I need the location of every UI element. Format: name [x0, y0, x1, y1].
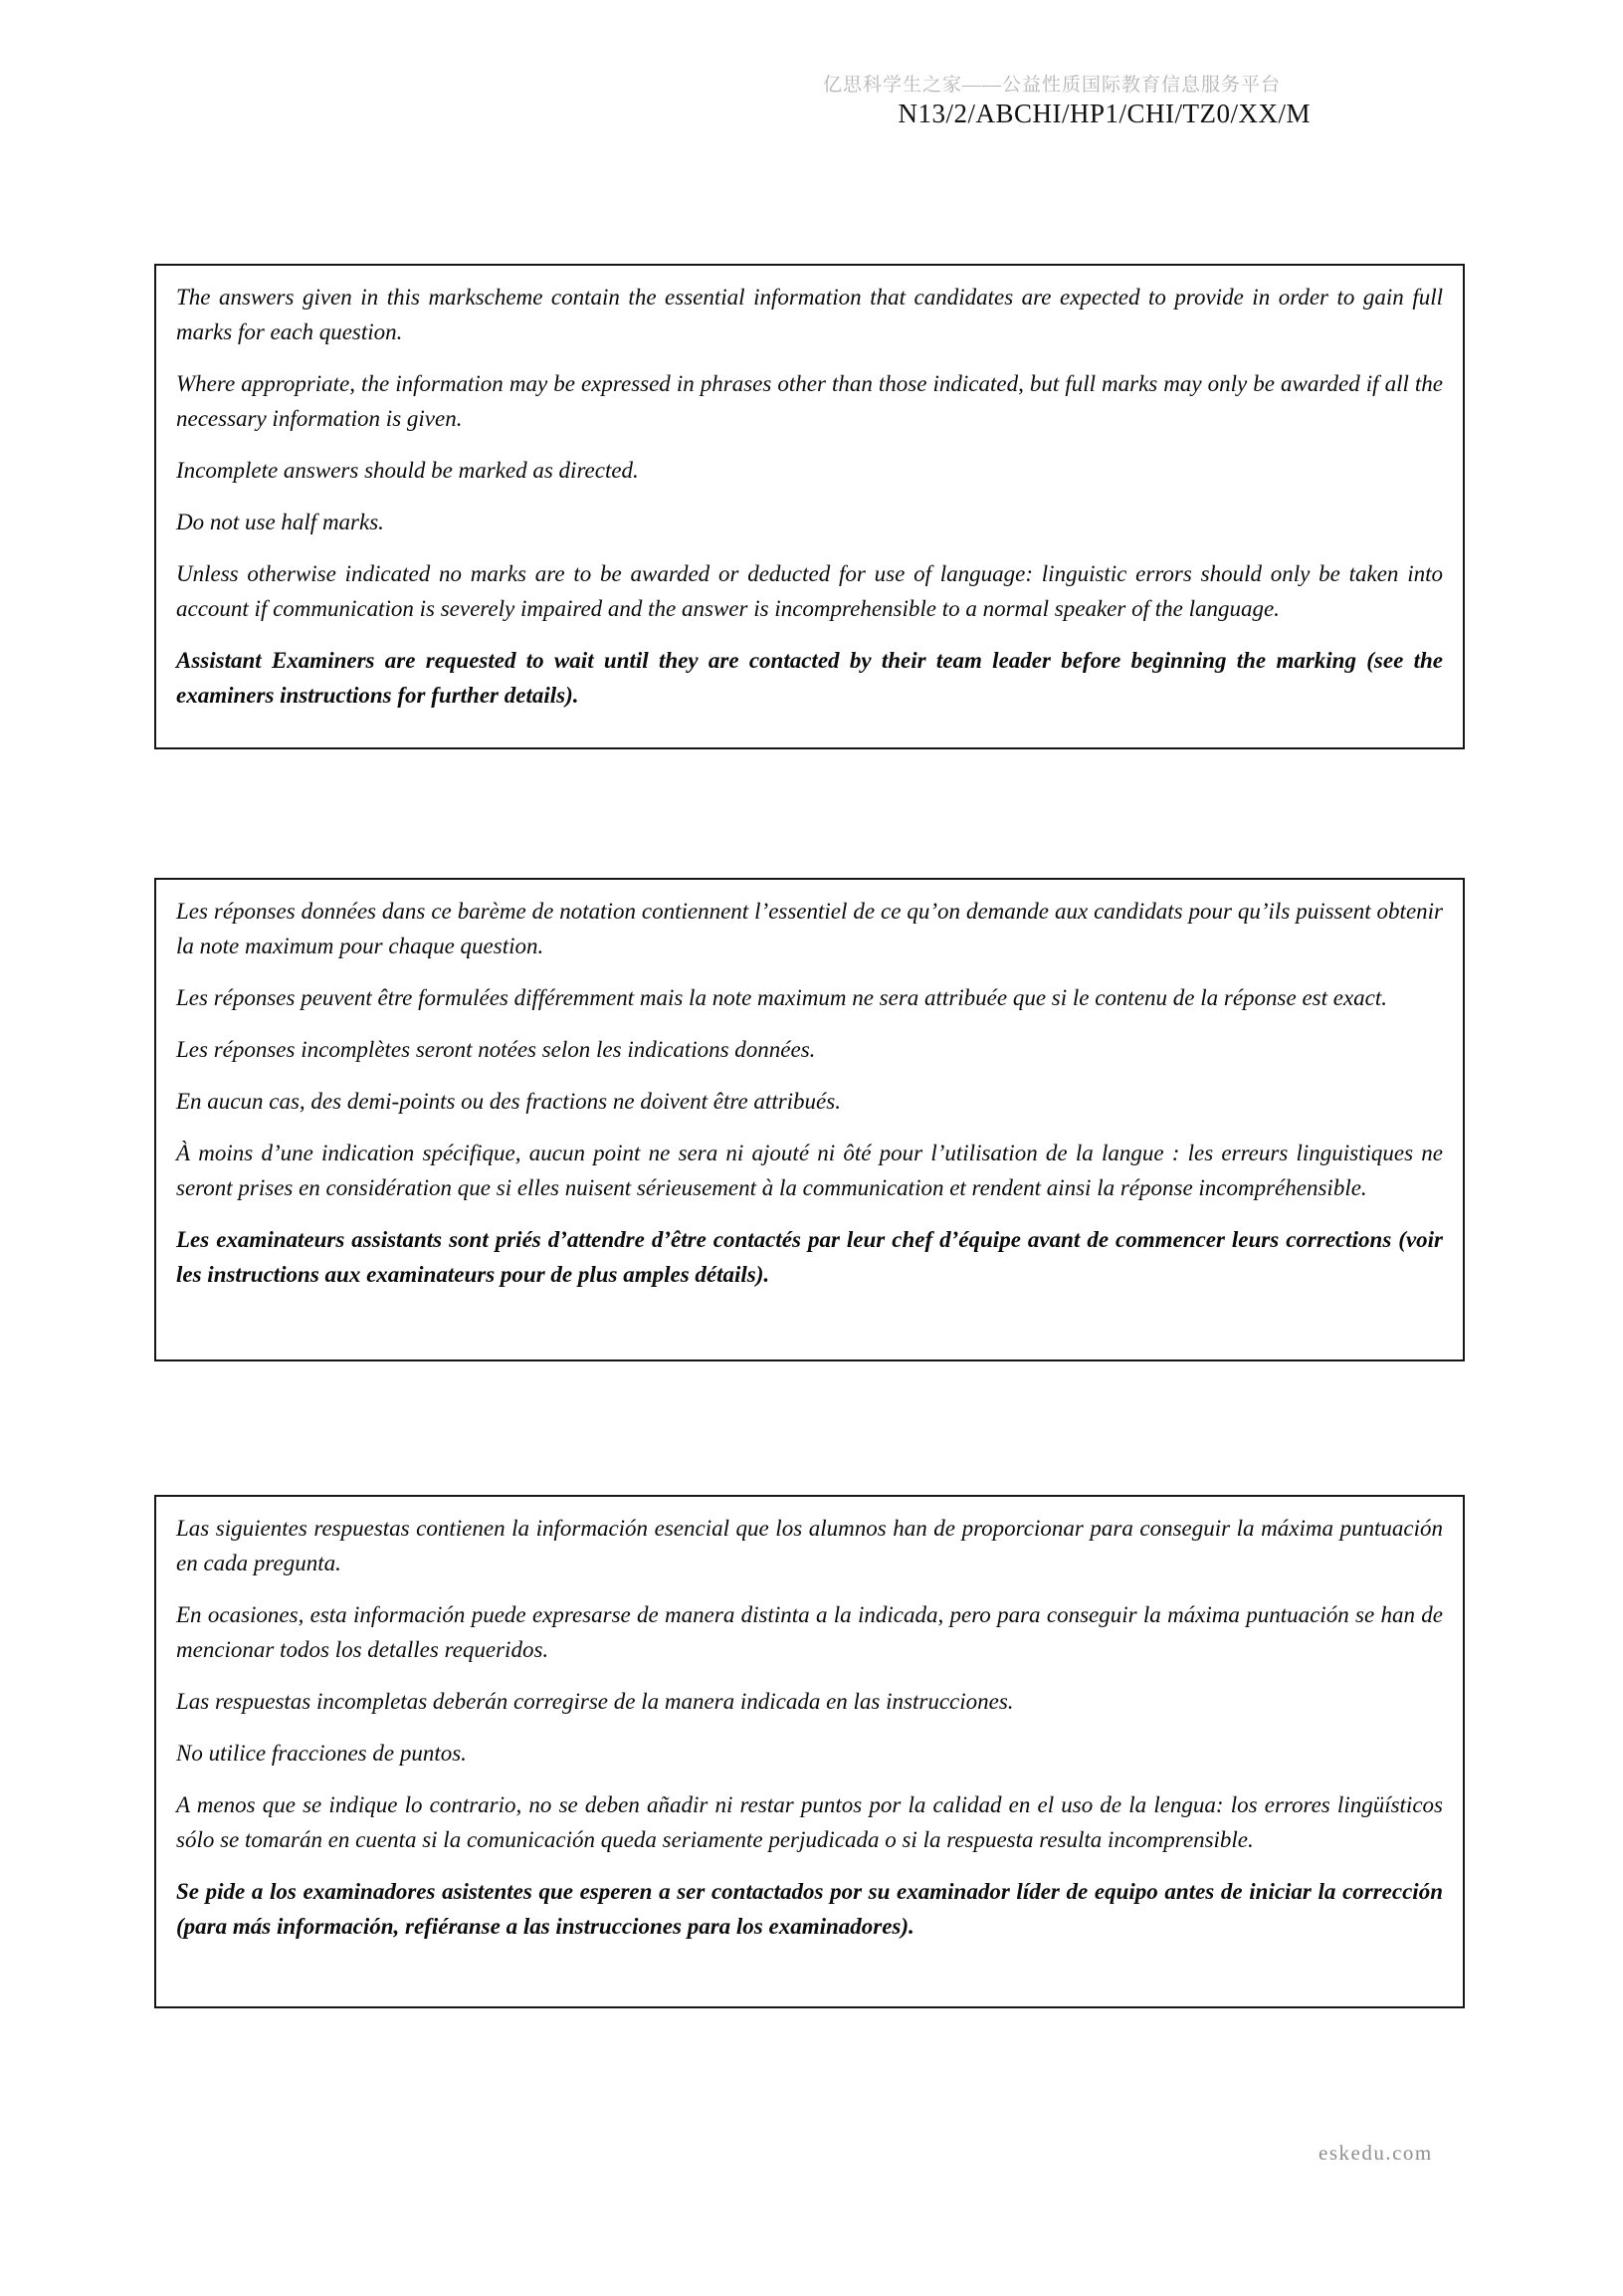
- instruction-paragraph: Do not use half marks.: [176, 510, 384, 534]
- instruction-paragraph: The answers given in this markscheme contain the essential information that candidates are expected to provide in order to gain full marks for each question.: [176, 285, 1443, 344]
- instruction-paragraph: Incomplete answers should be marked as directed.: [176, 458, 639, 483]
- instruction-paragraph: A menos que se indique lo contrario, no se deben añadir ni restar puntos por la calidad en el uso de la lengua: los errores lingüísticos sólo se tomarán en cuenta si la comunicación queda seriamente perjudicada o si la respuesta resulta incomprensible.: [176, 1792, 1443, 1852]
- instruction-paragraph: Les réponses données dans ce barème de notation contiennent l’essentiel de ce qu’on demande aux candidats pour qu’ils puissent obtenir la note maximum pour chaque question.: [176, 899, 1443, 958]
- header-watermark-text: 亿思科学生之家——公益性质国际教育信息服务平台: [822, 75, 1281, 96]
- instruction-paragraph: Les réponses peuvent être formulées différemment mais la note maximum ne sera attribuée que si le contenu de la réponse est exact.: [176, 985, 1388, 1010]
- instruction-paragraph: Unless otherwise indicated no marks are to be awarded or deducted for use of language: linguistic errors should only be taken into account if communication is severely impaired and the answer is incomprehensible to a normal speaker of the language.: [176, 561, 1443, 621]
- instruction-paragraph: En aucun cas, des demi-points ou des fractions ne doivent être attribués.: [176, 1089, 841, 1114]
- instruction-paragraph-bold: Assistant Examiners are requested to wait until they are contacted by their team leader before beginning the marking (see the examiners instructions for further details).: [176, 648, 1443, 708]
- instructions-box-english: [154, 264, 1465, 749]
- document-code: N13/2/ABCHI/HP1/CHI/TZ0/XX/M: [898, 99, 1311, 128]
- instruction-paragraph: Las respuestas incompletas deberán corregirse de la manera indicada en las instrucciones.: [176, 1689, 1014, 1714]
- instruction-paragraph: Les réponses incomplètes seront notées selon les indications données.: [176, 1037, 816, 1062]
- footer-watermark-text: eskedu.com: [1319, 2141, 1433, 2165]
- instruction-paragraph: En ocasiones, esta información puede expresarse de manera distinta a la indicada, pero para conseguir la máxima puntuación se han de mencionar todos los detalles requeridos.: [176, 1602, 1443, 1662]
- instruction-paragraph: Las siguientes respuestas contienen la información esencial que los alumnos han de proporcionar para conseguir la máxima puntuación en cada pregunta.: [176, 1516, 1443, 1575]
- instruction-paragraph-bold: Les examinateurs assistants sont priés d’attendre d’être contactés par leur chef d’équipe avant de commencer leurs corrections (voir les instructions aux examinateurs pour de plus amples détails).: [176, 1227, 1443, 1287]
- instruction-paragraph: À moins d’une indication spécifique, aucun point ne sera ni ajouté ni ôté pour l’utilisation de la langue : les erreurs linguistiques ne seront prises en considération que si elles nuisent sérieusement à la communication et rendent ainsi la réponse incompréhensible.: [176, 1141, 1443, 1200]
- instruction-paragraph: No utilice fracciones de puntos.: [176, 1741, 467, 1766]
- instruction-paragraph: Where appropriate, the information may be expressed in phrases other than those indicated, but full marks may only be awarded if all the necessary information is given.: [176, 371, 1443, 431]
- instruction-paragraph-bold: Se pide a los examinadores asistentes que esperen a ser contactados por su examinador líder de equipo antes de iniciar la corrección (para más información, refiéranse a las instrucciones para los examinadores).: [176, 1879, 1443, 1939]
- instructions-box-spanish: [154, 1495, 1465, 2008]
- instructions-box-french: [154, 878, 1465, 1361]
